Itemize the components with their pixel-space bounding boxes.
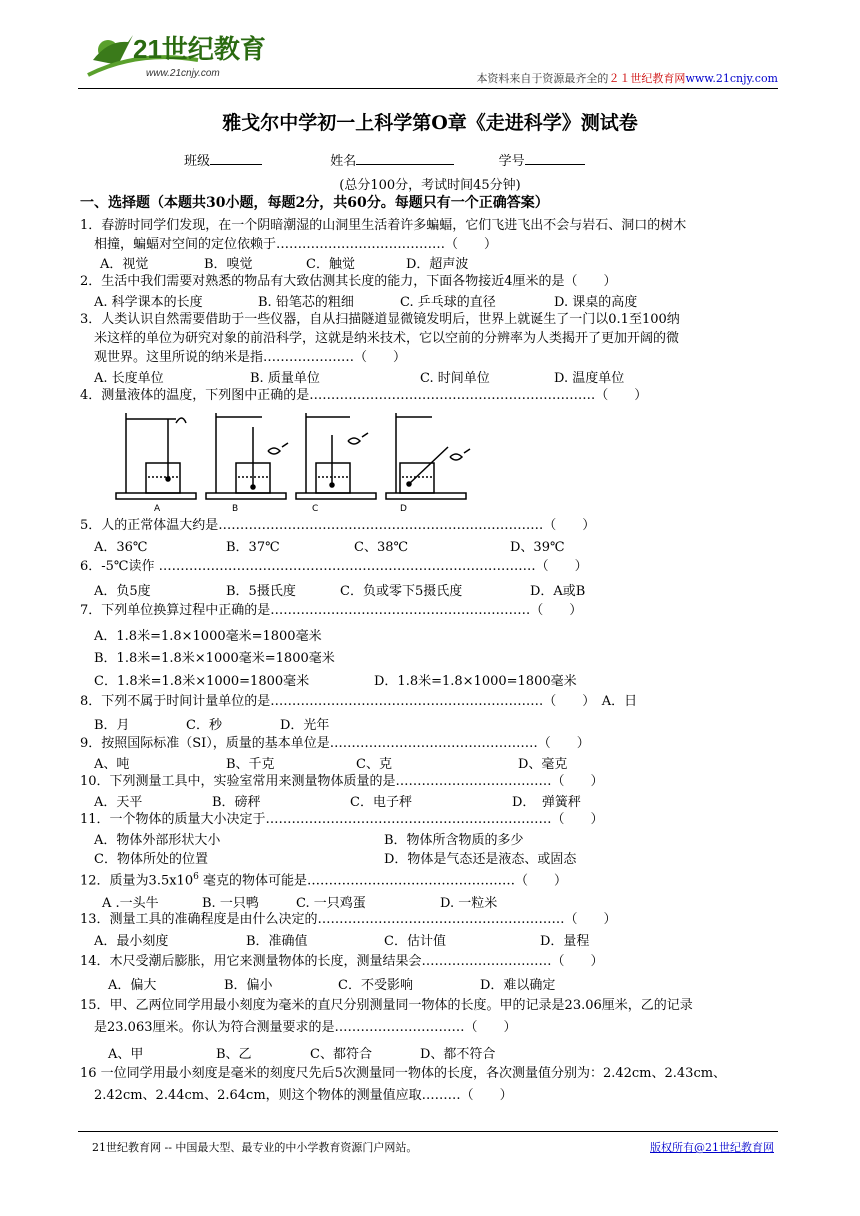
header-divider bbox=[78, 88, 778, 89]
question-2: 2．生活中我们需要对熟悉的物品有大致估测其长度的能力，下面各物接近4厘米的是（ ） bbox=[80, 274, 617, 289]
question-12: 12．质量为$3.5x10^6$ 毫克的物体可能是…………………………………………（ ） bbox=[80, 872, 567, 889]
section-heading: 一、选择题（本题共30小题，每题2分，共60分。每题只有一个正确答案） bbox=[80, 195, 549, 211]
question-13: 13．测量工具的准确程度是由什么决定的…………………………………………………（ ） bbox=[80, 912, 617, 927]
question-6: 6．-5℃读作 ……………………………………………………………………………（ ） bbox=[80, 559, 588, 574]
page-title: 雅戈尔中学初一上科学第O章《走进科学》测试卷 bbox=[222, 112, 638, 134]
logo-text: 21世纪教育 bbox=[133, 34, 266, 64]
figure-label-a: A bbox=[154, 504, 161, 514]
header-link[interactable]: www.21cnjy.com bbox=[685, 72, 778, 85]
question-14: 14．木尺受潮后膨胀，用它来测量物体的长度，测量结果会…………………………（ ） bbox=[80, 954, 604, 969]
figure-label-d: D bbox=[400, 504, 407, 514]
header-note: 本资料来自于资源最齐全的２１世纪教育网www.21cnjy.com bbox=[476, 72, 778, 85]
thermometer-figure bbox=[110, 405, 490, 515]
question-10: 10．下列测量工具中，实验室常用来测量物体质量的是………………………………（ ） bbox=[80, 774, 604, 789]
exam-subtitle: (总分100分，考试时间45分钟) bbox=[339, 178, 521, 193]
question-15: 15．甲、乙两位同学用最小刻度为毫米的直尺分别测量同一物体的长度。甲的记录是23.06厘米，乙的记录 是23.063厘米。你认为符合测量要求的是…………………………（ ） bbox=[80, 998, 693, 1035]
footer-text: 21世纪教育网 -- 中国最大型、最专业的中小学教育资源门户网站。 bbox=[92, 1141, 418, 1154]
question-5: 5．人的正常体温大约是…………………………………………………………………（ ） bbox=[80, 518, 596, 533]
question-8: 8．下列不属于时间计量单位的是………………………………………………………（ ） A．日 bbox=[80, 694, 638, 709]
logo-url: www.21cnjy.com bbox=[146, 68, 220, 79]
student-info: 班级 姓名 学号 bbox=[184, 150, 585, 169]
question-1: 1．春游时同学们发现，在一个阴暗潮湿的山洞里生活着许多蝙蝠，它们飞进飞出不会与岩石、洞口的树木 相撞，蝙蝠对空间的定位依赖于…………………………………（ ） bbox=[80, 218, 687, 252]
question-9: 9．按照国际标准（SI），质量的基本单位是…………………………………………（ ） bbox=[80, 736, 590, 751]
question-11: 11．一个物体的质量大小决定于…………………………………………………………（ ） bbox=[80, 812, 604, 827]
figure-label-b: B bbox=[232, 504, 239, 514]
question-4: 4．测量液体的温度，下列图中正确的是…………………………………………………………（ ） bbox=[80, 388, 648, 403]
page-header bbox=[78, 20, 778, 90]
logo-icon bbox=[78, 20, 298, 82]
footer-copyright-link[interactable]: 版权所有@21世纪教育网 bbox=[650, 1141, 774, 1154]
footer-divider bbox=[78, 1131, 778, 1132]
question-3: 3．人类认识自然需要借助于一些仪器，自从扫描隧道显微镜发明后，世界上就诞生了一门以0.1至100纳 米这样的单位为研究对象的前沿科学，这就是纳米技术，它以空前的分辨率为人类揭开了更加开阔的微 观世界。这里所说的纳米是指…………………（ ） bbox=[80, 312, 680, 365]
question-7: 7．下列单位换算过程中正确的是……………………………………………………（ ） bbox=[80, 603, 583, 618]
question-16: 16 一位同学用最小刻度是毫米的刻度尺先后5次测量同一物体的长度，各次测量值分别为：2.42cm、2.43cm、 2.42cm、2.44cm、2.64cm，则这个物体的测量值应取………（ ） bbox=[80, 1066, 727, 1103]
figure-label-c: C bbox=[312, 504, 319, 514]
